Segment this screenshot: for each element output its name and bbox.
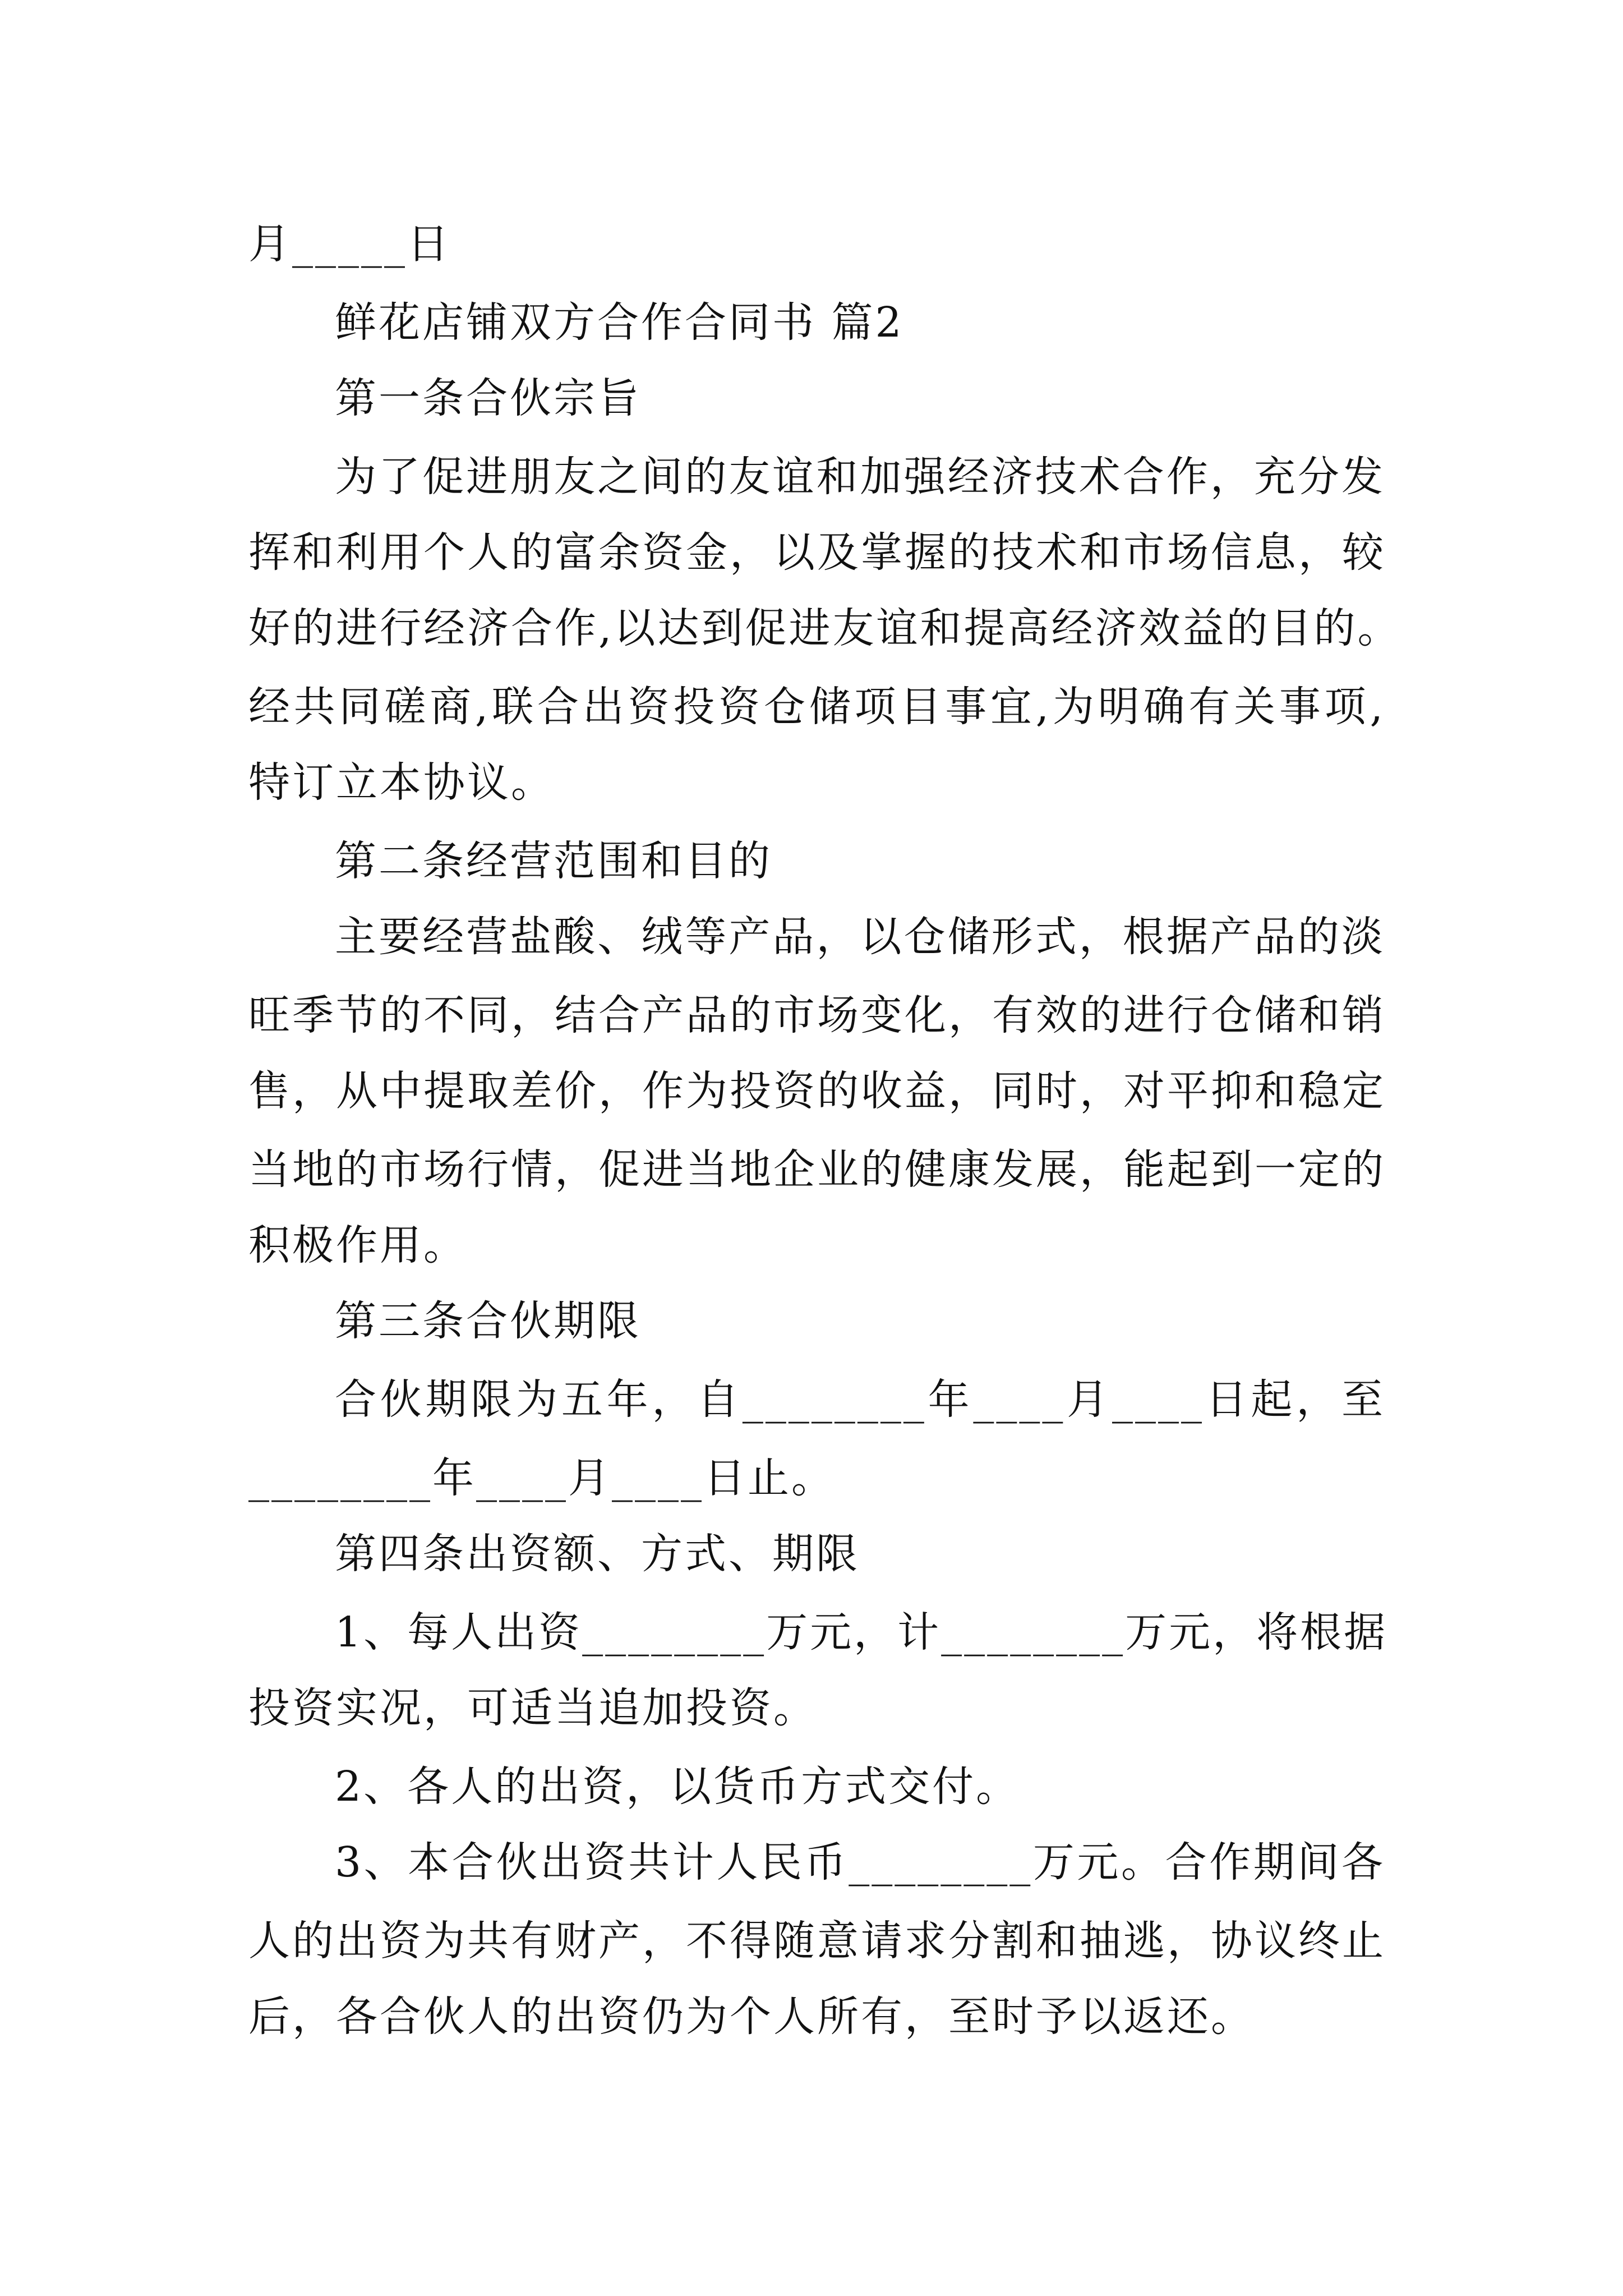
paragraph-line: 投资实况，可适当追加投资。 xyxy=(248,1684,817,1732)
article-3-heading: 第三条合伙期限 xyxy=(335,1297,641,1345)
paragraph-line: 1、每人出资________万元，计________万元，将根据 xyxy=(335,1608,1388,1657)
paragraph-line: 经共同磋商,联合出资投资仓储项目事宜,为明确有关事项, xyxy=(248,683,1385,731)
paragraph-line: 后，各合伙人的出资仍为个人所有，至时予以返还。 xyxy=(248,1993,1255,2041)
article-4-heading: 第四条出资额、方式、期限 xyxy=(335,1530,860,1578)
paragraph-line: 好的进行经济合作,以达到促进友谊和提高经济效益的目的。 xyxy=(248,604,1401,652)
date-fragment-line: 月_____日 xyxy=(248,220,451,268)
paragraph-line: 为了促进朋友之间的友谊和加强经济技术合作，充分发 xyxy=(335,453,1385,501)
paragraph-line: 售，从中提取差价，作为投资的收益，同时，对平抑和稳定 xyxy=(248,1067,1386,1115)
paragraph-line: 积极作用。 xyxy=(248,1221,467,1269)
paragraph-line: 挥和利用个人的富余资金，以及掌握的技术和市场信息，较 xyxy=(248,528,1386,577)
paragraph-line: 2、各人的出资，以货币方式交付。 xyxy=(335,1763,1020,1811)
section-title: 鲜花店铺双方合作合同书 篇2 xyxy=(335,298,904,347)
paragraph-line: 合伙期限为五年，自________年____月____日起，至 xyxy=(335,1375,1385,1424)
article-1-heading: 第一条合伙宗旨 xyxy=(335,374,641,422)
paragraph-line: 旺季节的不同，结合产品的市场变化，有效的进行仓储和销 xyxy=(248,991,1386,1039)
paragraph-line: 人的出资为共有财产，不得随意请求分割和抽逃，协议终止 xyxy=(248,1917,1386,1965)
paragraph-line: 主要经营盐酸、绒等产品，以仓储形式，根据产品的淡 xyxy=(335,913,1385,961)
paragraph-line: 特订立本协议。 xyxy=(248,758,555,807)
article-2-heading: 第二条经营范围和目的 xyxy=(335,837,772,885)
paragraph-line: ________年____月____日止。 xyxy=(248,1454,835,1502)
paragraph-line: 3、本合伙出资共计人民币________万元。合作期间各 xyxy=(335,1838,1385,1887)
paragraph-line: 当地的市场行情，促进当地企业的健康发展，能起到一定的 xyxy=(248,1145,1386,1194)
